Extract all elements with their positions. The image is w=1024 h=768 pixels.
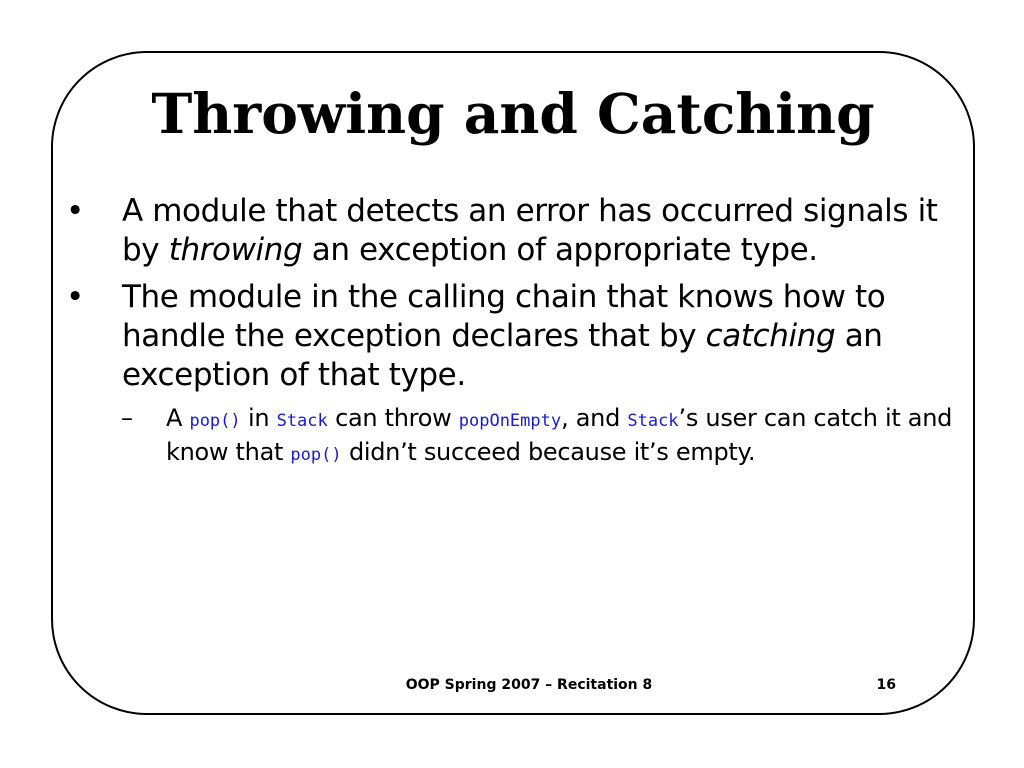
bullet-item xyxy=(66,192,966,270)
bullet-text: The module in the calling chain that knows how to handle the exception declares that by xyxy=(122,279,886,354)
bullet-text: A module that detects an error has occurred signals it by xyxy=(122,193,938,268)
sub-bullet-marker: – xyxy=(121,404,133,432)
bullet-text: an exception of appropriate type. xyxy=(302,232,818,268)
bullet-emphasis: throwing xyxy=(168,232,303,268)
sub-bullet-text: A xyxy=(166,404,190,432)
code-poponempty: popOnEmpty xyxy=(458,411,562,431)
code-pop: pop() xyxy=(189,411,241,431)
bullet-item xyxy=(66,278,966,395)
sub-bullet-text: didn’t succeed because it’s empty. xyxy=(341,438,756,466)
bullet-marker: • xyxy=(66,279,84,315)
page-number: 16 xyxy=(876,677,896,693)
slide-title: Throwing and Catching xyxy=(151,81,875,146)
sub-bullet-item xyxy=(66,403,966,471)
code-stack: Stack xyxy=(627,411,679,431)
code-pop: pop() xyxy=(290,445,342,465)
sub-bullet-text: ’s user can catch it and know that xyxy=(166,404,953,466)
bullet-text: an exception of that type. xyxy=(122,318,883,393)
code-stack: Stack xyxy=(276,411,328,431)
sub-bullet-text: in xyxy=(240,404,277,432)
bullet-marker: • xyxy=(66,193,84,229)
sub-bullet-text: can throw xyxy=(327,404,459,432)
sub-bullet-text: , and xyxy=(561,404,628,432)
slide-body xyxy=(66,192,966,471)
footer-text: OOP Spring 2007 – Recitation 8 xyxy=(405,677,653,693)
bullet-emphasis: catching xyxy=(705,318,836,354)
